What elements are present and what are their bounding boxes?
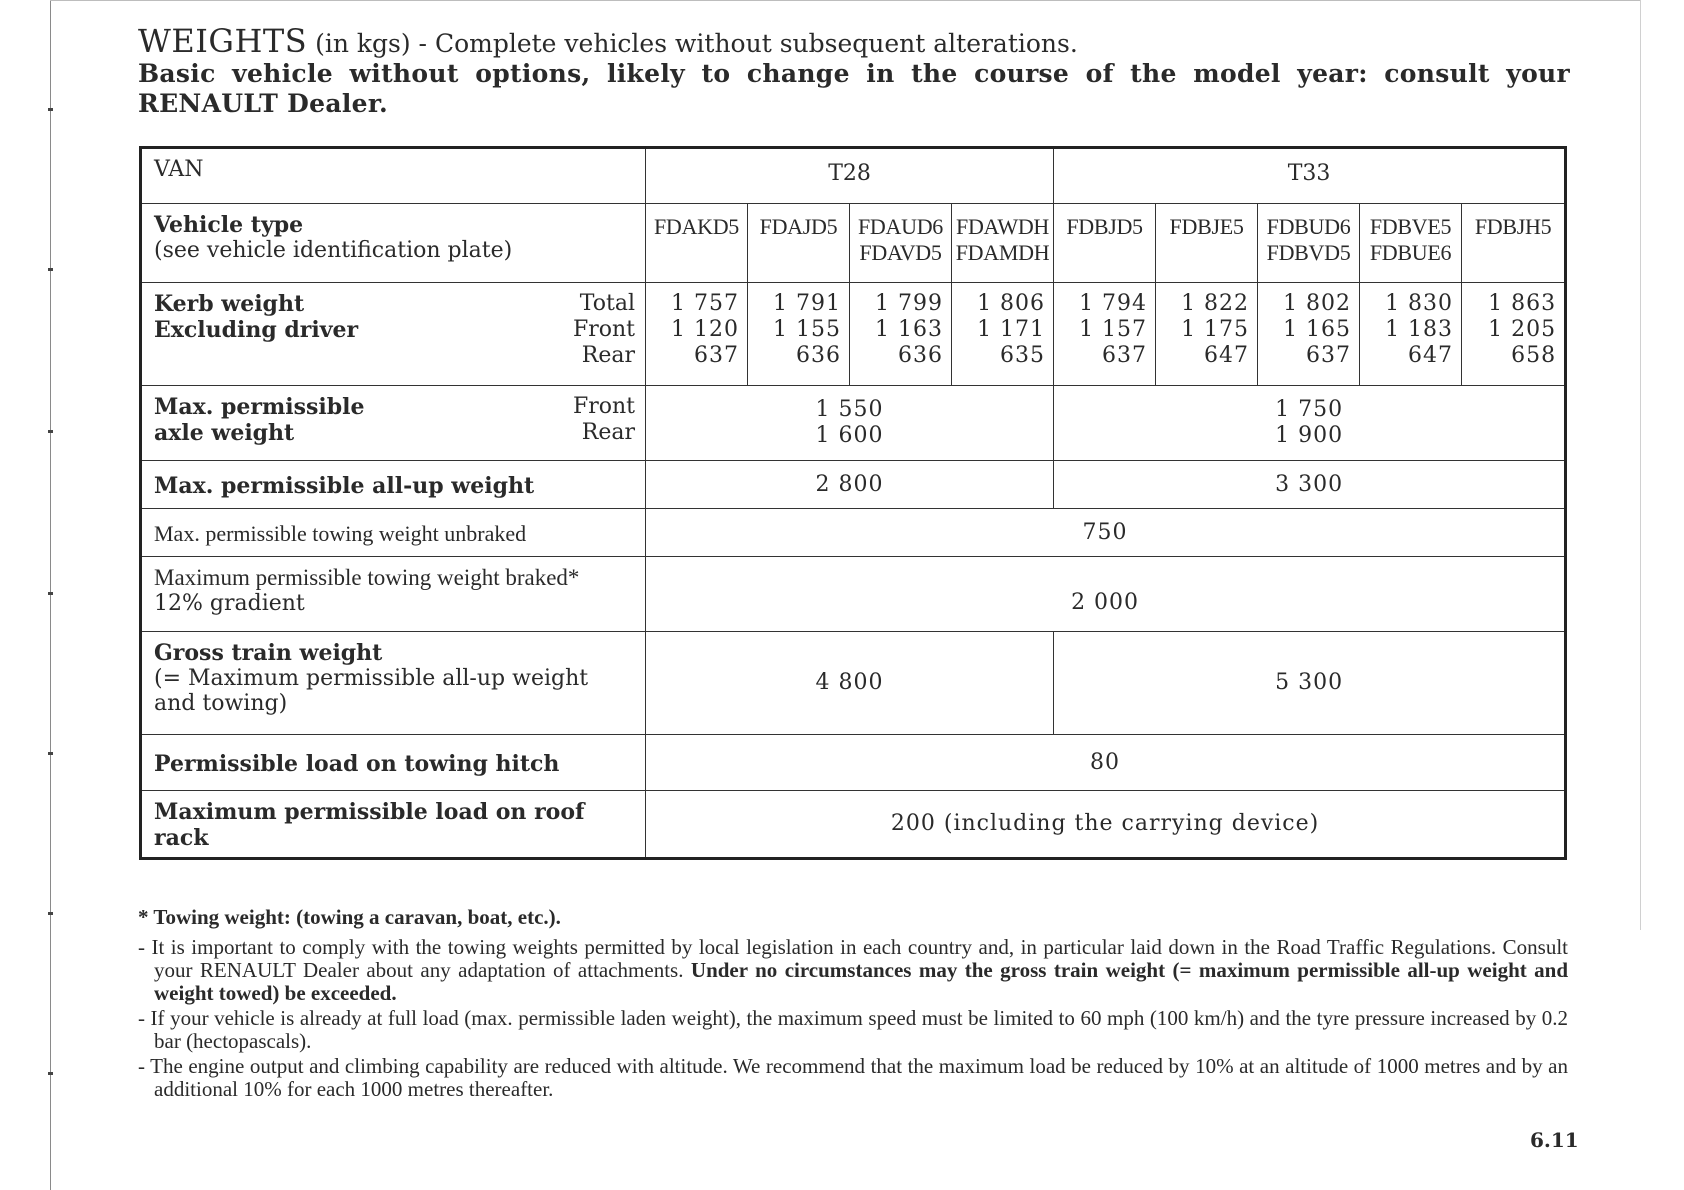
all-up-weight-row bbox=[141, 461, 1566, 509]
kerb-front: 1 157 bbox=[1079, 317, 1148, 342]
page-number: 6.11 bbox=[1530, 1128, 1579, 1152]
all-up-weight-label: Max. permissible all-up weight bbox=[141, 461, 646, 509]
kerb-front: 1 171 bbox=[977, 317, 1046, 342]
page-subtitle: Basic vehicle without options, likely to change in the course of the model year: consult your RENAULT Dealer. bbox=[138, 59, 1570, 118]
braked-towing-note: 12% gradient bbox=[154, 591, 305, 616]
kerb-front: 1 165 bbox=[1283, 317, 1352, 342]
kerb-front: 1 155 bbox=[773, 317, 841, 342]
kerb-total: 1 863 bbox=[1488, 291, 1557, 316]
sub-label-front: Front bbox=[572, 394, 635, 419]
axle-t33-front: 1 750 bbox=[1275, 397, 1344, 422]
unbraked-towing-label: Max. permissible towing weight unbraked bbox=[141, 509, 646, 557]
vehicle-type-note: (see vehicle identification plate) bbox=[154, 238, 513, 263]
kerb-rear: 647 bbox=[1204, 343, 1250, 368]
kerb-total: 1 799 bbox=[875, 291, 943, 316]
group-header-t28: T28 bbox=[646, 148, 1054, 204]
kerb-cell bbox=[850, 283, 952, 386]
gross-train-note: (= Maximum permissible all-up weight and towing) bbox=[154, 666, 589, 716]
braked-towing-label-cell bbox=[141, 557, 646, 632]
kerb-front: 1 183 bbox=[1385, 317, 1454, 342]
vehicle-type-row bbox=[141, 204, 1566, 283]
kerb-cell bbox=[1360, 283, 1462, 386]
braked-towing-value: 2 000 bbox=[646, 557, 1566, 632]
kerb-cell bbox=[748, 283, 850, 386]
page-title bbox=[138, 22, 1570, 60]
kerb-cell bbox=[1462, 283, 1566, 386]
vehicle-code: FDAUD6 bbox=[858, 214, 943, 239]
page-edge-top bbox=[50, 0, 1640, 1]
kerb-front: 1 163 bbox=[875, 317, 943, 342]
vehicle-code: FDAKD5 bbox=[646, 204, 748, 283]
vehicle-code: FDAWDH bbox=[956, 214, 1050, 239]
kerb-rear: 658 bbox=[1511, 343, 1557, 368]
vehicle-code: FDBVE5 bbox=[1369, 214, 1452, 239]
gross-train-t28: 4 800 bbox=[646, 632, 1054, 735]
axle-weight-label-cell bbox=[141, 386, 646, 461]
binding-mark bbox=[48, 752, 53, 755]
kerb-rear: 637 bbox=[1306, 343, 1352, 368]
towing-hitch-label: Permissible load on towing hitch bbox=[141, 735, 646, 791]
towing-hitch-value: 80 bbox=[646, 735, 1566, 791]
kerb-rear: 636 bbox=[796, 343, 841, 368]
kerb-front: 1 120 bbox=[671, 317, 739, 342]
gross-train-t33: 5 300 bbox=[1054, 632, 1566, 735]
axle-t28-front: 1 550 bbox=[815, 397, 884, 422]
footnote-text: - It is important to comply with the towing weights permitted by local legislation in each country and, in particular laid down in the Road Traffic Regulations. Consult your RENAULT Dealer about any adaptation of attachments. bbox=[138, 935, 1568, 982]
footnote-heading: * Towing weight: (towing a caravan, boat, etc.). bbox=[138, 905, 561, 929]
kerb-rear: 647 bbox=[1408, 343, 1454, 368]
sub-label-rear: Rear bbox=[581, 420, 635, 445]
kerb-total: 1 794 bbox=[1079, 291, 1148, 316]
braked-towing-label: Maximum permissible towing weight braked* bbox=[154, 565, 580, 590]
all-up-t33: 3 300 bbox=[1054, 461, 1566, 509]
roof-rack-row bbox=[141, 791, 1566, 859]
all-up-t28: 2 800 bbox=[646, 461, 1054, 509]
binding-mark bbox=[48, 268, 53, 271]
vehicle-code-pair bbox=[850, 204, 952, 283]
kerb-front: 1 205 bbox=[1488, 317, 1557, 342]
unbraked-towing-value: 750 bbox=[646, 509, 1566, 557]
vehicle-type-label: Vehicle type bbox=[154, 212, 304, 238]
axle-t33-cell bbox=[1054, 386, 1566, 461]
kerb-total: 1 791 bbox=[773, 291, 841, 316]
kerb-cell bbox=[1054, 283, 1156, 386]
vehicle-code: FDAJD5 bbox=[748, 204, 850, 283]
excluding-driver-label: Excluding driver bbox=[154, 317, 359, 343]
vehicle-code: FDBJE5 bbox=[1156, 204, 1258, 283]
kerb-front: 1 175 bbox=[1181, 317, 1250, 342]
kerb-total: 1 757 bbox=[671, 291, 739, 316]
axle-weight-row bbox=[141, 386, 1566, 461]
footnote-item bbox=[138, 936, 1568, 1005]
footnote-warning: Under no circumstances may the gross train weight (= maximum permissible all-up weight and weight towed) be exceeded. bbox=[154, 958, 1569, 1005]
page-edge-right bbox=[1640, 0, 1641, 930]
group-header-t33: T33 bbox=[1054, 148, 1566, 204]
axle-weight-label: Max. permissible bbox=[154, 394, 365, 420]
axle-weight-label-2: axle weight bbox=[154, 420, 295, 446]
vehicle-code: FDBUD6 bbox=[1266, 214, 1351, 239]
vehicle-type-cell bbox=[141, 204, 646, 283]
braked-towing-row bbox=[141, 557, 1566, 632]
kerb-rear: 637 bbox=[694, 343, 739, 368]
kerb-cell bbox=[952, 283, 1054, 386]
corner-label: VAN bbox=[141, 148, 646, 204]
gross-train-row bbox=[141, 632, 1566, 735]
kerb-rear: 636 bbox=[898, 343, 943, 368]
axle-t28-rear: 1 600 bbox=[815, 423, 884, 448]
title-heading: WEIGHTS bbox=[138, 22, 308, 60]
axle-t28-cell bbox=[646, 386, 1054, 461]
binding-mark bbox=[48, 108, 53, 111]
kerb-total: 1 822 bbox=[1181, 291, 1250, 316]
vehicle-code: FDBUE6 bbox=[1369, 240, 1452, 265]
vehicle-code: FDBVD5 bbox=[1266, 240, 1351, 265]
vehicle-code-pair bbox=[952, 204, 1054, 283]
roof-rack-label: Maximum permissible load on roof rack bbox=[141, 791, 646, 859]
sub-label-front: Front bbox=[572, 317, 635, 342]
footnote-item: - The engine output and climbing capability are reduced with altitude. We recommend that the maximum load be reduced by 10% at an altitude of 1000 metres and by an additional 10% for each 1000 metres thereafter. bbox=[138, 1054, 1568, 1101]
binding-mark bbox=[48, 1072, 53, 1075]
kerb-weight-row bbox=[141, 283, 1566, 386]
roof-rack-value: 200 (including the carrying device) bbox=[646, 791, 1566, 859]
vehicle-code: FDBJH5 bbox=[1462, 204, 1566, 283]
kerb-cell bbox=[646, 283, 748, 386]
vehicle-code: FDAMDH bbox=[955, 240, 1050, 265]
vehicle-code: FDBJD5 bbox=[1054, 204, 1156, 283]
kerb-total: 1 806 bbox=[977, 291, 1046, 316]
kerb-rear: 635 bbox=[1000, 343, 1046, 368]
kerb-total: 1 830 bbox=[1385, 291, 1454, 316]
binding-mark bbox=[48, 912, 53, 915]
vehicle-code-pair bbox=[1360, 204, 1462, 283]
kerb-weight-label: Kerb weight bbox=[154, 291, 305, 317]
title-suffix: (in kgs) - Complete vehicles without subsequent alterations. bbox=[315, 29, 1078, 58]
axle-t33-rear: 1 900 bbox=[1275, 423, 1344, 448]
kerb-cell bbox=[1156, 283, 1258, 386]
kerb-weight-label-cell bbox=[141, 283, 646, 386]
page-edge bbox=[50, 0, 51, 1190]
towing-hitch-row bbox=[141, 735, 1566, 791]
kerb-cell bbox=[1258, 283, 1360, 386]
footnotes bbox=[138, 905, 1568, 1103]
gross-train-label-cell bbox=[141, 632, 646, 735]
sub-label-total: Total bbox=[579, 291, 635, 316]
binding-mark bbox=[48, 430, 53, 433]
kerb-total: 1 802 bbox=[1283, 291, 1352, 316]
vehicle-code: FDAVD5 bbox=[859, 240, 942, 265]
table-header-row bbox=[141, 148, 1566, 204]
footnote-item: - If your vehicle is already at full load (max. permissible laden weight), the maximum speed must be limited to 60 mph (100 km/h) and the tyre pressure increased by 0.2 bar (hectopascals). bbox=[138, 1006, 1568, 1053]
gross-train-label: Gross train weight bbox=[154, 640, 383, 666]
weights-table bbox=[139, 146, 1567, 860]
kerb-rear: 637 bbox=[1102, 343, 1148, 368]
title-block bbox=[138, 22, 1570, 119]
unbraked-towing-row bbox=[141, 509, 1566, 557]
vehicle-code-pair bbox=[1258, 204, 1360, 283]
sub-label-rear: Rear bbox=[581, 343, 635, 368]
binding-mark bbox=[48, 592, 53, 595]
